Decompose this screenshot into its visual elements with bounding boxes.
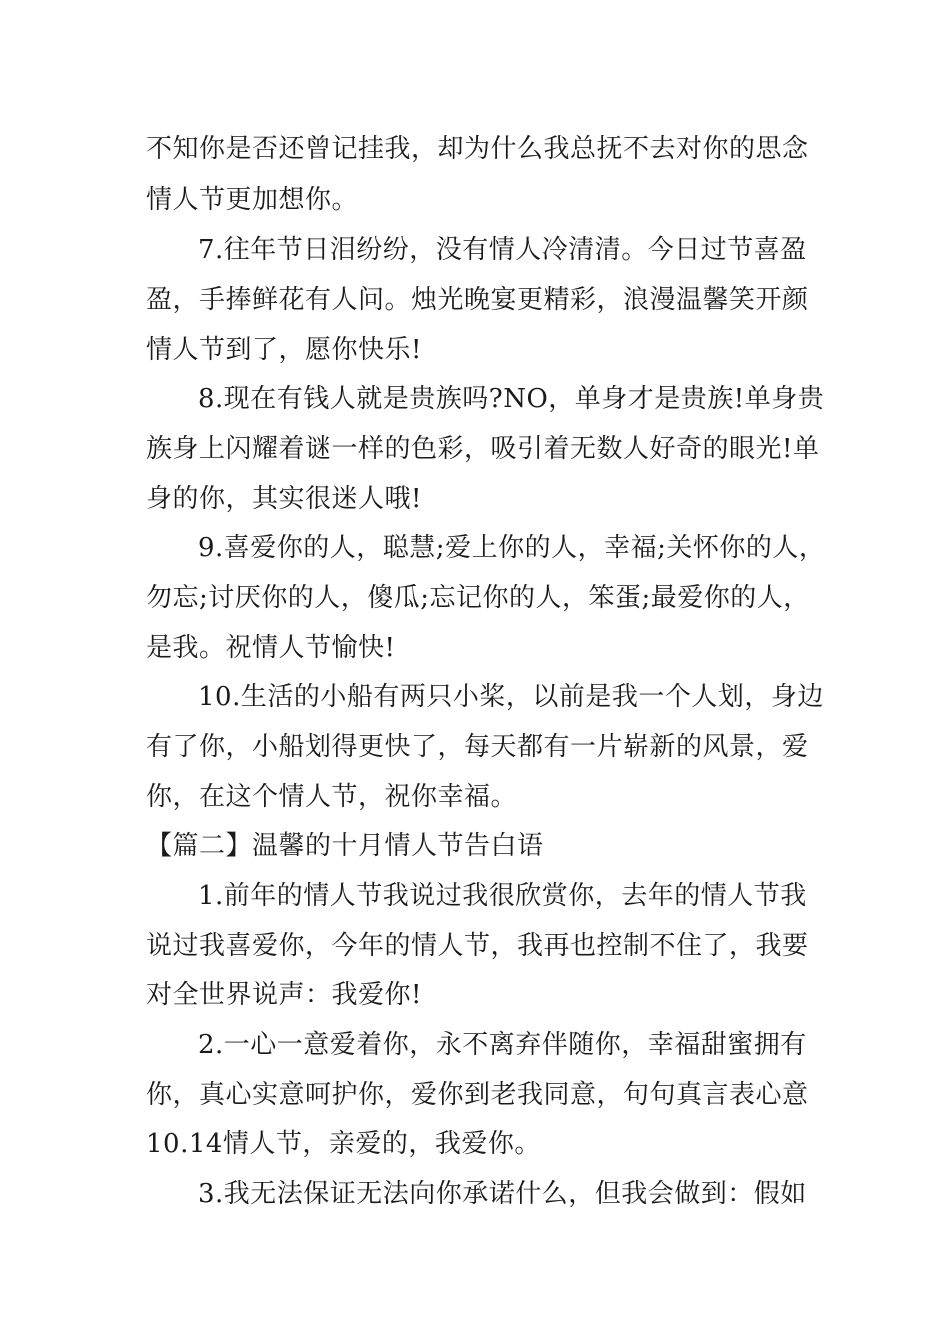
text-line: 对全世界说声：我爱你! — [146, 980, 422, 1010]
text-line: 10.14情人节，亲爱的，我爱你。 — [146, 1129, 541, 1159]
list-item-8: 8.现在有钱人就是贵族吗?NO，单身才是贵族!单身贵 — [198, 384, 825, 414]
text-line: 说过我喜爱你，今年的情人节，我再也控制不住了，我要 — [146, 931, 809, 961]
text-line: 不知你是否还曾记挂我，却为什么我总抚不去对你的思念 — [146, 134, 809, 164]
text-line: 有了你，小船划得更快了，每天都有一片崭新的风景，爱 — [146, 732, 809, 762]
text-line: 情人节到了，愿你快乐! — [146, 335, 422, 365]
text-line: 情人节更加想你。 — [146, 185, 359, 215]
list-item-10: 10.生活的小船有两只小桨，以前是我一个人划，身边 — [198, 682, 824, 712]
text-line: 族身上闪耀着谜一样的色彩，吸引着无数人好奇的眼光!单 — [146, 434, 820, 464]
list-item-2: 2.一心一意爱着你，永不离弃伴随你，幸福甜蜜拥有 — [198, 1030, 807, 1060]
text-line: 身的你，其实很迷人哦! — [146, 484, 422, 514]
section-heading: 【篇二】温馨的十月情人节告白语 — [146, 831, 544, 861]
list-item-7: 7.往年节日泪纷纷，没有情人冷清清。今日过节喜盈 — [198, 235, 807, 265]
list-item-9: 9.喜爱你的人，聪慧;爱上你的人，幸福;关怀你的人， — [198, 533, 826, 563]
text-line: 盈，手捧鲜花有人问。烛光晚宴更精彩，浪漫温馨笑开颜 — [146, 285, 809, 315]
list-item-3: 3.我无法保证无法向你承诺什么，但我会做到：假如 — [198, 1179, 807, 1209]
text-line: 勿忘;讨厌你的人，傻瓜;忘记你的人，笨蛋;最爱你的人， — [146, 583, 810, 613]
text-line: 你，真心实意呵护你，爱你到老我同意，句句真言表心意 — [146, 1080, 809, 1110]
list-item-1: 1.前年的情人节我说过我很欣赏你，去年的情人节我 — [198, 881, 807, 911]
text-line: 你，在这个情人节，祝你幸福。 — [146, 782, 518, 812]
text-line: 是我。祝情人节愉快! — [146, 633, 396, 663]
